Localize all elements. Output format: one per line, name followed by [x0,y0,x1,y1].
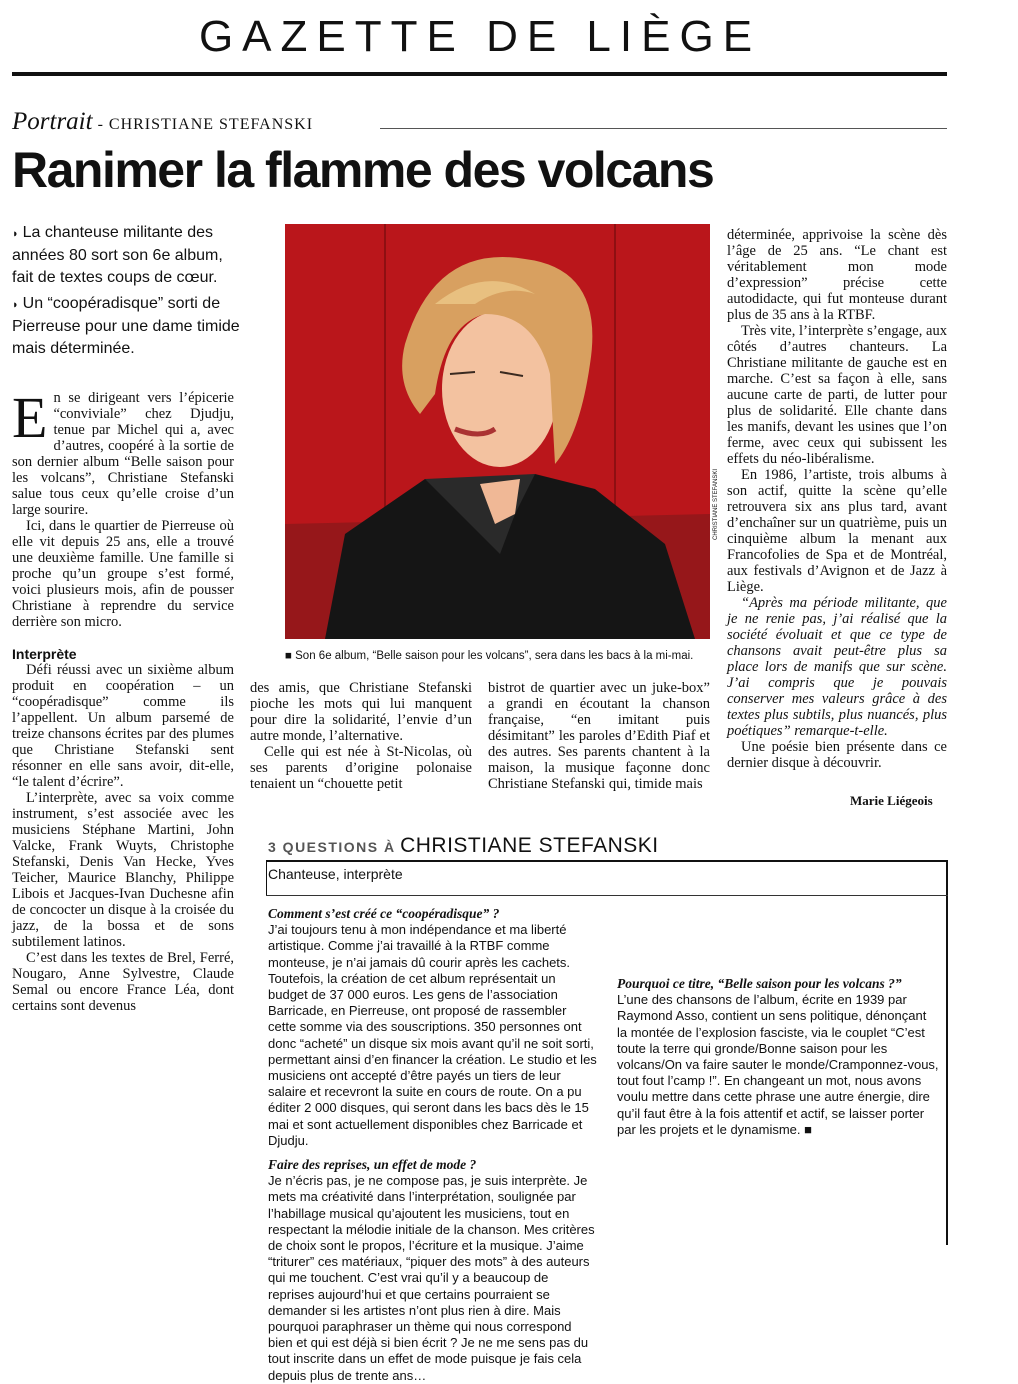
kicker-sep: - [92,116,109,133]
qbox-rule-right [946,860,948,1245]
col4-p3: En 1986, l’artiste, trois albums à son actif, quitte la scène qu’elle retrouvera six ans plus tard, avant d’enchaîner sur un quatrième, puis un cinquième album la menant aux Francofolies de Spa et de Montréal, aux festivals d’Avignon et de Jazz à Liège. [727,467,947,595]
bullet-icon: ◗ [12,228,19,240]
lead [12,222,247,360]
kicker-section: Portrait [12,108,93,135]
answer-2: Je n’écris pas, je ne compose pas, je suis interprète. Je mets ma créativité dans l’interprétation, soulignée par l’habillage musical qu’ajoutent les musiciens, tout en respectant la mélodie initiale de la chanson. Mes critères de choix sont le propos, l’écriture et la musique. J’aime “triturer” ces matériaux, “piquer des mots” à des auteurs qui me touchent. C’est vrai qu’il y a beaucoup de reprises aujourd’hui et que certains pourraient se demander si les artistes n’ont plus rien à dire. Mais pourquoi paraphraser un thème qui nous correspond bien et qui est déjà si bien écrit ? Je ne me sens pas du tout inscrite dans un effet de mode puisque je fais cela depuis plus de trente ans… [268,1173,595,1383]
article-col-4 [727,227,947,771]
col4-p1: déterminée, apprivoise la scène dès l’âge de 25 ans. “Le chant est véritablement mon mode d’expression” précise cette autodidacte, qui fut monteuse durant plus de 35 ans à la RTBF. [727,227,947,323]
article-col-3 [488,680,710,792]
subhead-interprete: Interprète [12,646,77,662]
masthead: GAZETTE DE LIÈGE [198,12,762,61]
question-1: Comment s’est créé ce “coopéradisque” ? [268,906,500,921]
col4-p2: Très vite, l’interprète s’engage, aux côtés d’autres chanteurs. La Christiane militante de gauche est en marche. C’est sa façon à elle, sans aucune carte de parti, de lutter pour plus de solidarité. Elle chante dans les manifs, devant les usines que l’on ferme, avec ceux qui subissent les effets du néo-libéralisme. [727,323,947,467]
lead-item [12,222,247,289]
bullet-icon: ◗ [12,299,19,311]
qbox-header [268,834,659,858]
qbox-subtitle: Chanteuse, interprète [268,866,403,882]
photo-caption: ■ Son 6e album, “Belle saison pour les volcans”, sera dans les bacs à la mi-mai. [285,650,694,662]
col1-p5: C’est dans les textes de Brel, Ferré, Nougaro, Anne Sylvestre, Claude Semal ou encore France Léa, dont certains sont devenus [12,950,234,1014]
lead-item [12,293,247,360]
article-col-1 [12,385,234,1014]
col1-p3: Défi réussi avec un sixième album produit en coopération – un “coopéradisque” comme ils l’appellent. Un album parsemé de treize chansons écrites par des plumes que Christiane Stefanski sent résonner en elle sans avoir, dit-elle, “le talent d’écrire”. [12,662,234,790]
qbox-divider [266,895,948,896]
col3-p1: bistrot de quartier avec un juke-box” a grandi en écoutant la chanson française, “en imitant puis désimitant” les paroles d’Edith Piaf et des autres. Ses parents chantent à la maison, la musique façonne donc Christiane Stefanski qui, timide mais [488,680,710,792]
col4-p5: Une poésie bien présente dans ce dernier disque à découvrir. [727,739,947,771]
question-3: Pourquoi ce titre, “Belle saison pour les volcans ?” [617,976,902,991]
col2-p1: des amis, que Christiane Stefanski pioche les mots qui lui manquent pour dire la solidarité, l’envie d’un autre monde, l’alternative. [250,680,472,744]
article-col-2 [250,680,472,792]
qbox-col-2 [617,906,939,1138]
masthead-rule [12,72,947,76]
col4-p4: “Après ma période militante, que je ne renie pas, j’ai réalisé que la société évoluait et que ce type de chansons avait peut-être plus sa place lors de manifs que sur scène. J’ai compris que je pouvais conserver mes valeurs grâce à des textes plus subtils, plus nuancés, plus poétiques” remarque-t-elle. [727,595,947,739]
qbox-rule [266,860,948,862]
author-signature: Marie Liégeois [850,793,933,808]
qbox-name: CHRISTIANE STEFANSKI [400,834,659,857]
question-2: Faire des reprises, un effet de mode ? [268,1157,477,1173]
headline: Ranimer la flamme des volcans [12,142,714,198]
lead-text: La chanteuse militante des années 80 sort son 6e album, fait de textes coups de cœur. [12,224,223,286]
kicker-name: CHRISTIANE STEFANSKI [108,116,314,133]
col1-p4: L’interprète, avec sa voix comme instrument, s’est associée avec les musiciens Stéphane Martini, John Valcke, Frank Wuyts, Christophe Stefanski, Denis Van Hecke, Yves Teicher, Maurice Blanchy, Philippe Libois et Jacques-Ivan Duchesne afin de concocter un disque à la croisée du jazz, de la bossa et de sons subtilement latinos. [12,790,234,950]
dropcap: E [12,385,48,450]
col2-p2: Celle qui est née à St-Nicolas, où ses parents d’origine polonaise tenaient un “chouette petit [250,744,472,792]
portrait-photo [285,224,710,639]
col1-p2: Ici, dans le quartier de Pierreuse où elle vit depuis 25 ans, elle a trouvé une deuxième famille. Une famille si proche qu’un groupe s’est formé, voici plusieurs mois, afin de pousser Christiane à reprendre du service derrière son micro. [12,518,234,630]
kicker [12,108,313,136]
answer-1: J’ai toujours tenu à mon indépendance et ma liberté artistique. Comme j’ai travaillé à la RTBF comme monteuse, je n’ai jamais dû courir après les cachets. Toutefois, la création de cet album représentait un budget de 37 000 euros. Les gens de l’association Barricade, en Pierreuse, ont proposé de rassembler cette somme via des souscriptions. 350 personnes ont donc “acheté” un disque six mois avant qu’il ne soit sorti, permettant ainsi d’en financer la création. Le studio et les musiciens ont accepté d’être payés un tiers de leur salaire et recevront la suite en cours de route. On a pu éditer 2 000 disques, qui seront dans les bacs dès le 15 mai et sont actuellement disponibles chez Barricade et Djudju. [268,922,597,1148]
col1-p1: n se dirigeant vers l’épicerie “conviviale” chez Djudju, tenue par Michel qui a, avec d’autres, coopéré à la sortie de son dernier album “Belle saison pour les volcans”, Christiane Stefanski salue tous ceux qu’elle croise d’un large sourire. [12,390,234,518]
qbox-label: 3 QUESTIONS À [268,839,396,855]
answer-3: L’une des chansons de l’album, écrite en 1939 par Raymond Asso, contient un sens politique, dénonçant la montée de l’explosion fasciste, via le couplet “C’est toute la terre qui gronde/Bonne saison pour les volcans/On va faire sauter le monde/Cramponnez-vous, tout fout l’camp !”. En changeant un mot, nous avons voulu mettre dans cette phrase une autre énergie, dire qu’il faut être à la fois attentif et actif, se laisser porter par les projets et le dynamisme. ■ [617,992,939,1137]
lead-text: Un “coopéradisque” sorti de Pierreuse pour une dame timide mais déterminée. [12,295,240,357]
kicker-rule [380,128,947,129]
photo-credit: CHRISTIANE STEFANSKI [713,468,719,540]
qbox-rule-left [266,860,267,896]
qbox-col-1 [268,906,598,1384]
